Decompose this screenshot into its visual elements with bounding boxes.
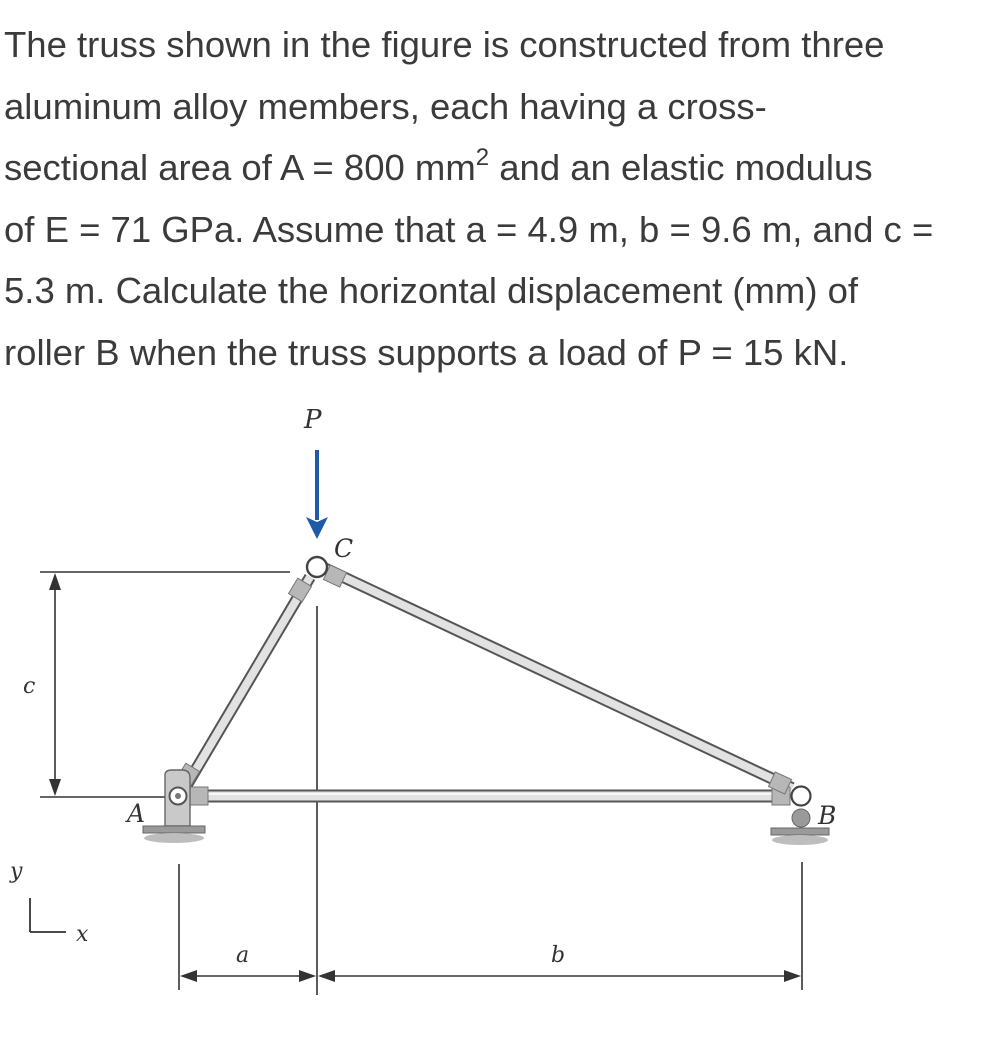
load-arrow-p [303,405,328,539]
load-label: P [304,405,322,435]
dim-a-label: a [236,943,250,968]
axis-x-label: x [76,922,89,947]
member-ac [185,577,310,788]
problem-line-5: 5.3 m. Calculate the horizontal displacement (mm) of [4,270,859,311]
dim-c-label: c [23,674,36,699]
problem-line-3-start: sectional area of A = 800 mm [4,147,476,188]
axis-y-label: y [10,859,23,884]
problem-line-3-end: and an elastic modulus [489,147,873,188]
joint-a-label: A [127,799,146,828]
problem-line-1: The truss shown in the figure is constructed from three [4,24,885,65]
problem-line-4: of E = 71 GPa. Assume that a = 4.9 m, b = 9.6 m, and c = [4,208,934,250]
connectors [177,565,792,805]
dim-b-label: b [551,943,566,968]
joint-c [307,557,327,577]
joint-c-label: C [334,534,354,563]
dimension-a-b [179,862,802,990]
problem-line-6: roller B when the truss supports a load of P = 15 kN. [4,331,849,373]
problem-line-2: aluminum alloy members, each having a cross- [4,85,767,127]
member-cb [322,567,792,788]
coordinate-axes [9,859,89,947]
superscript-2: 2 [475,143,490,171]
joint-b-label: B [818,801,837,830]
member-ab [190,794,790,796]
